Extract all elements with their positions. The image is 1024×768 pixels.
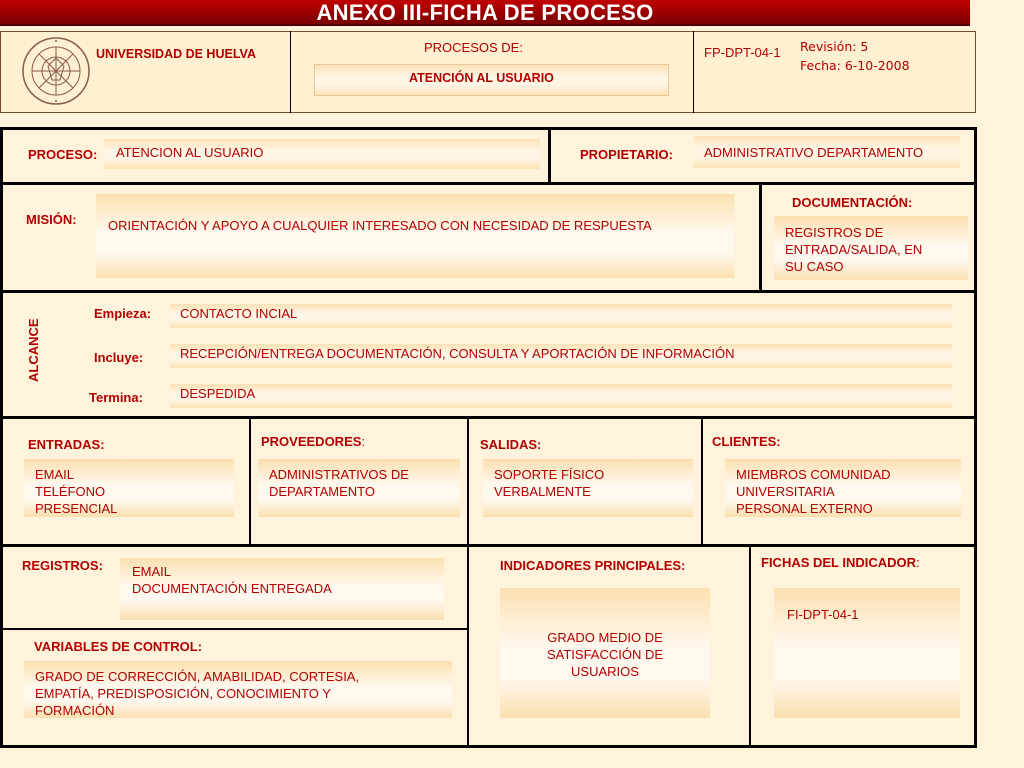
fichas-value: FI-DPT-04-1: [787, 607, 859, 622]
clientes-label: CLIENTES:: [712, 434, 781, 449]
procesos-de-value: ATENCIÓN AL USUARIO: [409, 71, 554, 85]
propietario-label: PROPIETARIO:: [580, 147, 673, 162]
clientes-value: MIEMBROS COMUNIDAD UNIVERSITARIA PERSONAL EXTERNO: [736, 467, 891, 516]
mision-label: MISIÓN:: [26, 212, 77, 227]
divider: [290, 31, 291, 113]
fichas-label: FICHAS DEL INDICADOR:: [761, 555, 920, 570]
termina-value: DESPEDIDA: [180, 386, 256, 401]
divider: [701, 418, 703, 546]
divider: [0, 628, 468, 630]
divider: [693, 31, 694, 113]
proveedores-label: PROVEEDORES:: [261, 434, 366, 449]
indicadores-value: GRADO MEDIO DE SATISFACCIÓN DE USUARIOS: [546, 630, 664, 679]
divider: [0, 416, 977, 419]
termina-label: Termina:: [89, 390, 143, 405]
divider: [548, 127, 551, 184]
fecha: Fecha: 6-10-2008: [800, 58, 910, 73]
document-code: FP-DPT-04-1: [704, 45, 781, 60]
mision-field: [96, 194, 734, 278]
divider: [759, 184, 762, 292]
divider: [749, 546, 751, 748]
empieza-label: Empieza:: [94, 306, 152, 321]
registros-label: REGISTROS:: [22, 558, 103, 573]
proceso-value: ATENCION AL USUARIO: [116, 145, 264, 160]
alcance-label: ALCANCE: [26, 318, 41, 382]
divider: [467, 418, 469, 748]
salidas-value: SOPORTE FÍSICO VERBALMENTE: [494, 467, 605, 499]
propietario-value: ADMINISTRATIVO DEPARTAMENTO: [704, 145, 924, 160]
registros-value: EMAIL DOCUMENTACIÓN ENTREGADA: [132, 564, 332, 596]
university-name: UNIVERSIDAD DE HUELVA: [96, 47, 256, 61]
documentacion-label: DOCUMENTACIÓN:: [792, 195, 913, 210]
revision: Revisión: 5: [800, 39, 869, 54]
divider: [0, 290, 977, 293]
proveedores-value: ADMINISTRATIVOS DE DEPARTAMENTO: [269, 467, 409, 499]
entradas-label: ENTRADAS:: [28, 437, 105, 452]
procesos-de-label: PROCESOS DE:: [424, 40, 523, 55]
documentacion-value: REGISTROS DE ENTRADA/SALIDA, EN SU CASO: [785, 225, 923, 274]
salidas-label: SALIDAS:: [480, 437, 542, 452]
variables-value: GRADO DE CORRECCIÓN, AMABILIDAD, CORTESIA, EMPATÍA, PREDISPOSICIÓN, CONOCIMIENTO Y FORMACIÓN: [35, 669, 360, 718]
mision-value: ORIENTACIÓN Y APOYO A CUALQUIER INTERESADO CON NECESIDAD DE RESPUESTA: [108, 218, 652, 233]
divider: [0, 544, 977, 547]
proceso-label: PROCESO:: [28, 147, 98, 162]
incluye-label: Incluye:: [94, 350, 144, 365]
divider: [0, 182, 977, 185]
indicadores-label: INDICADORES PRINCIPALES:: [500, 558, 686, 573]
empieza-value: CONTACTO INCIAL: [180, 306, 298, 321]
variables-label: VARIABLES DE CONTROL:: [34, 639, 203, 654]
incluye-value: RECEPCIÓN/ENTREGA DOCUMENTACIÓN, CONSULTA Y APORTACIÓN DE INFORMACIÓN: [180, 346, 735, 361]
page-title: ANEXO III-FICHA DE PROCESO: [316, 0, 654, 25]
divider: [249, 418, 251, 546]
entradas-value: EMAIL TELÉFONO PRESENCIAL: [35, 467, 118, 516]
termina-field: [170, 384, 952, 408]
university-seal-icon: [20, 36, 92, 106]
title-bar: [0, 0, 970, 26]
